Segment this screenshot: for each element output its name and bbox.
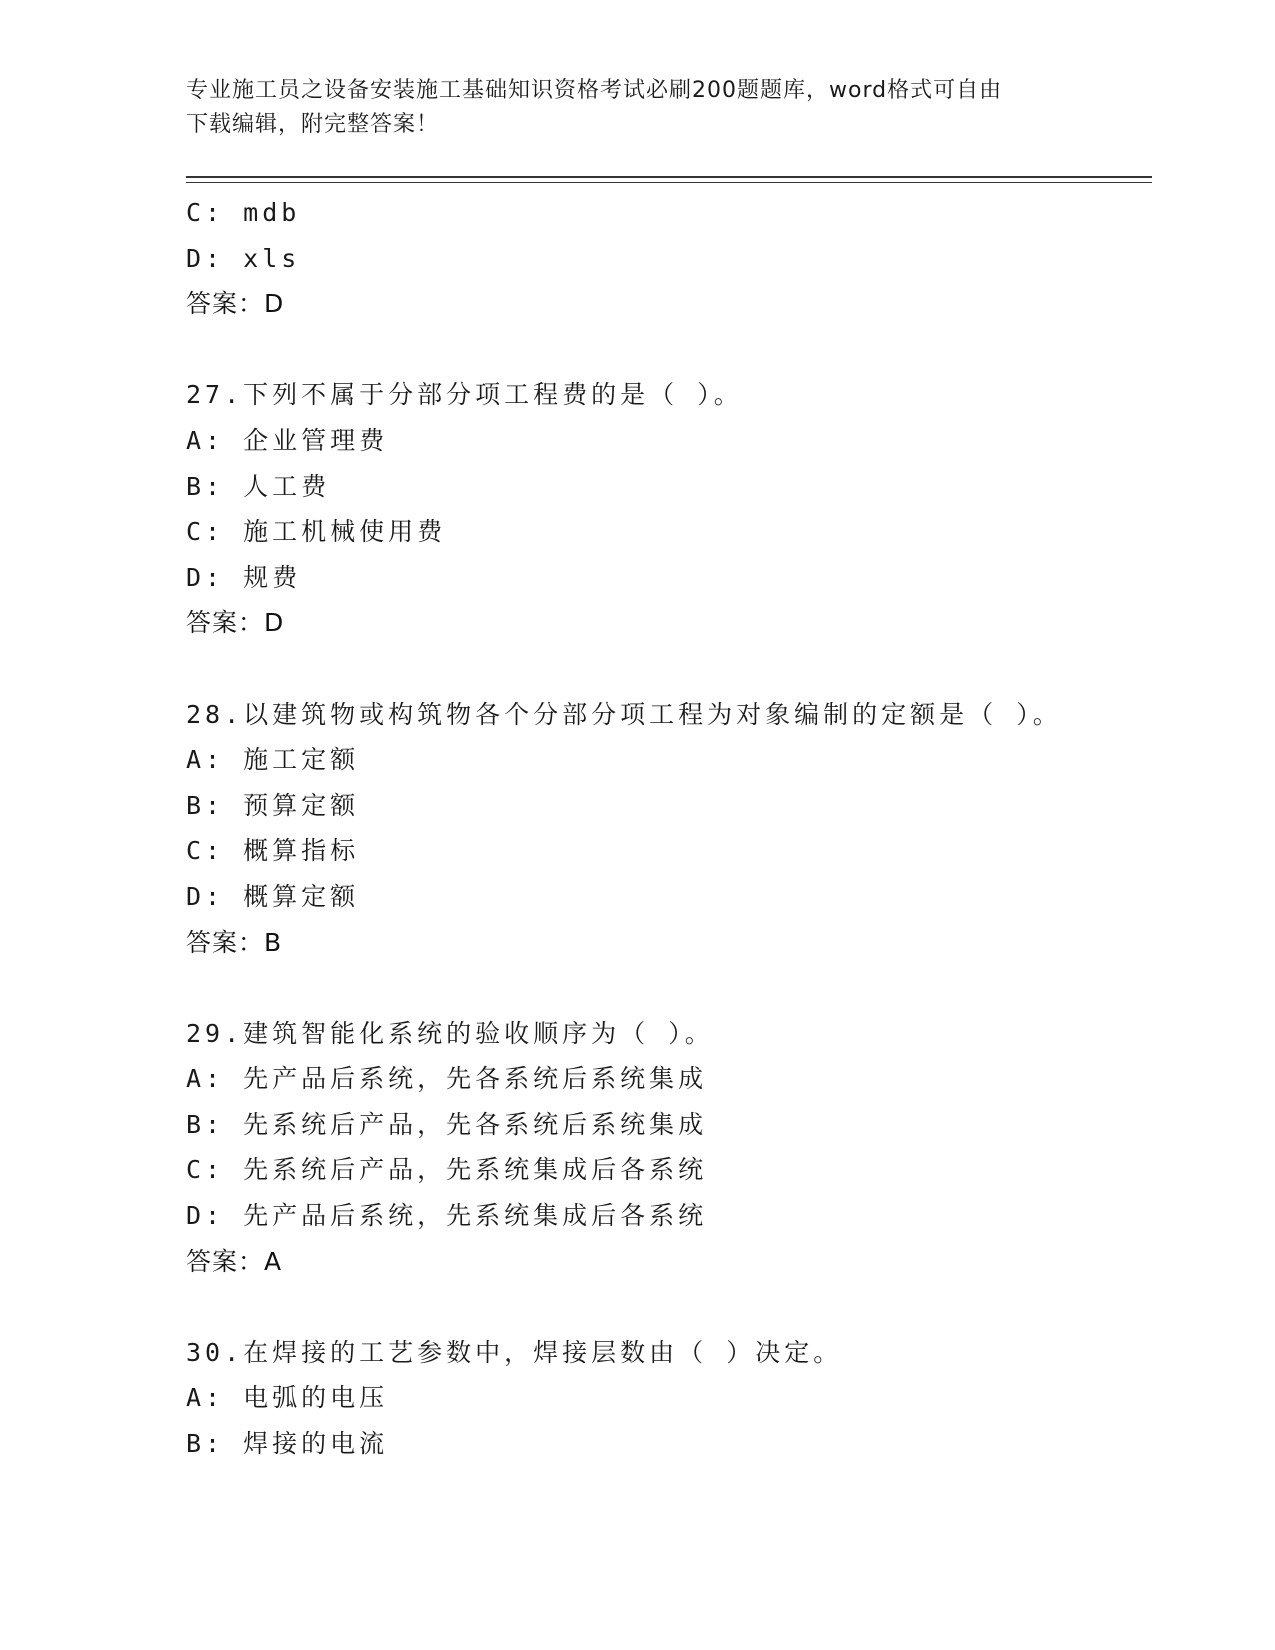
spacer [186, 1284, 1146, 1330]
spacer [186, 327, 1146, 373]
question-27 [186, 372, 1146, 646]
spacer [186, 965, 1146, 1011]
option-c: C: 先系统后产品，先系统集成后各系统 [186, 1155, 708, 1185]
option-d: D: xls [186, 243, 301, 273]
option-d: D: 规费 [186, 562, 302, 592]
answer-line: 答案：D [186, 289, 285, 319]
option-a: A: 施工定额 [186, 745, 360, 775]
option-b: B: 人工费 [186, 471, 331, 501]
question-26-partial [186, 190, 1146, 327]
option-c: C: mdb [186, 198, 301, 227]
question-stem: 27.下列不属于分部分项工程费的是（ ）。 [186, 380, 743, 410]
header-title-line-2: 下载编辑，附完整答案！ [186, 112, 440, 137]
option-c: C: 概算指标 [186, 836, 360, 866]
option-b: B: 预算定额 [186, 790, 360, 820]
option-d: D: 概算定额 [186, 881, 360, 911]
option-b: B: 焊接的电流 [186, 1429, 389, 1459]
option-a: A: 企业管理费 [186, 425, 389, 455]
question-30 [186, 1330, 1146, 1467]
question-stem: 29.建筑智能化系统的验收顺序为（ ）。 [186, 1018, 714, 1048]
option-a: A: 电弧的电压 [186, 1383, 389, 1413]
question-stem: 28.以建筑物或构筑物各个分部分项工程为对象编制的定额是（ ）。 [186, 699, 1062, 729]
header-divider-thin [186, 182, 1152, 183]
header-divider-thick [186, 176, 1152, 178]
question-29 [186, 1011, 1146, 1285]
document-header [186, 74, 1086, 142]
spacer [186, 646, 1146, 692]
answer-line: 答案：A [186, 1246, 283, 1276]
question-28 [186, 692, 1146, 966]
answer-line: 答案：D [186, 608, 285, 638]
header-title-line-1: 专业施工员之设备安装施工基础知识资格考试必刷200题题库，word格式可自由 [186, 78, 1003, 103]
option-c: C: 施工机械使用费 [186, 517, 447, 547]
option-d: D: 先产品后系统，先系统集成后各系统 [186, 1201, 708, 1231]
option-b: B: 先系统后产品，先各系统后系统集成 [186, 1109, 708, 1139]
question-list [186, 190, 1146, 1467]
answer-line: 答案：B [186, 927, 283, 957]
option-a: A: 先产品后系统，先各系统后系统集成 [186, 1064, 708, 1094]
question-stem: 30.在焊接的工艺参数中，焊接层数由（ ）决定。 [186, 1337, 843, 1367]
